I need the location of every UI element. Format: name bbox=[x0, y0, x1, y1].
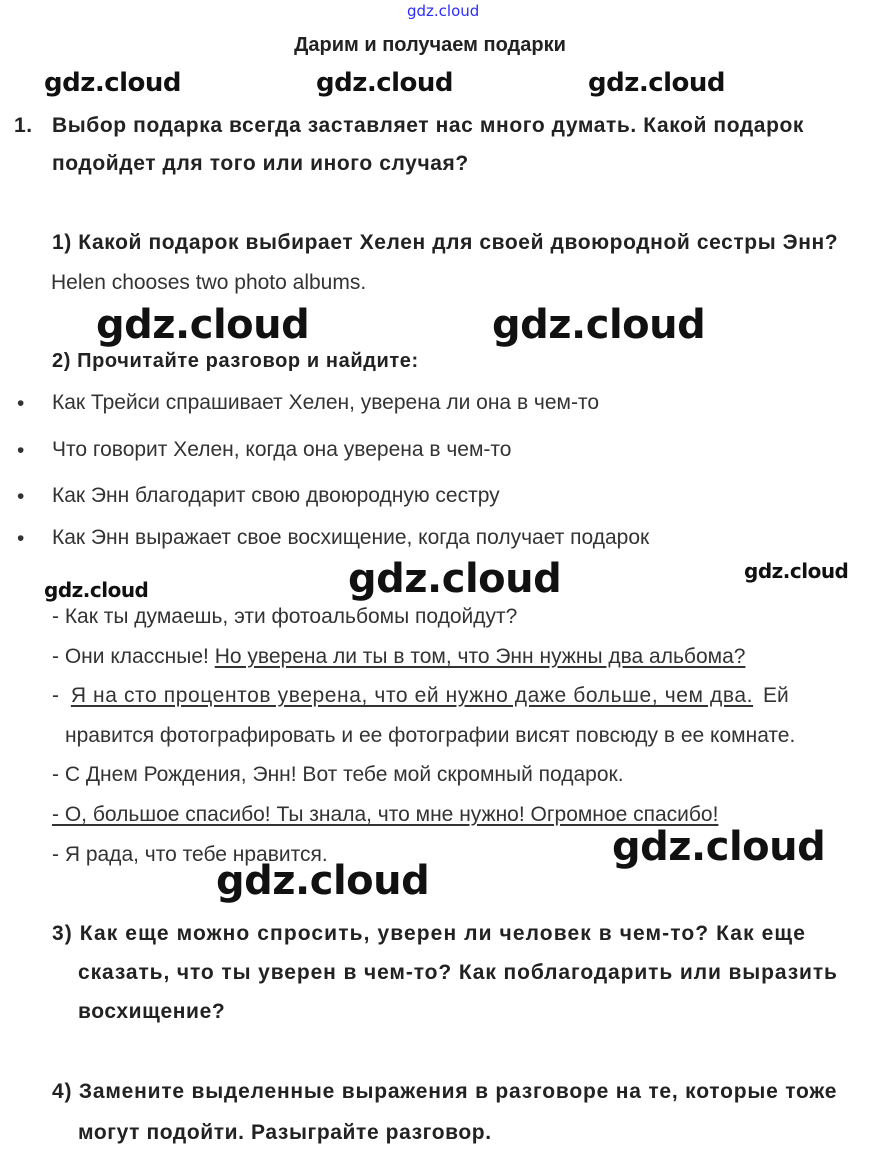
dialog-text: Ей bbox=[762, 684, 789, 707]
dialog-line: - Как ты думаешь, эти фотоальбомы подойдут? bbox=[52, 605, 518, 628]
answer-1: Helen chooses two photo albums. bbox=[51, 271, 367, 294]
highlighted-expression: Я на сто процентов уверена, что ей нужно даже больше, чем два. bbox=[70, 684, 754, 707]
highlighted-expression: - О, большое спасибо! Ты знала, что мне нужно! Огромное спасибо! bbox=[52, 803, 719, 826]
task-number: 1. bbox=[14, 114, 33, 137]
dialog-text: - Они классные! bbox=[52, 645, 215, 668]
bullet-icon: • bbox=[17, 527, 25, 550]
watermark: gdz.cloud bbox=[744, 559, 849, 583]
question-3-line1: 3) Как еще можно спросить, уверен ли человек в чем-то? Как еще bbox=[52, 922, 807, 945]
bullet-icon: • bbox=[17, 439, 25, 462]
bullet-item: Как Энн выражает свое восхищение, когда получает подарок bbox=[52, 526, 650, 549]
bullet-item: Как Трейси спрашивает Хелен, уверена ли она в чем-то bbox=[52, 391, 600, 414]
question-1: 1) Какой подарок выбирает Хелен для своей двоюродной сестры Энн? bbox=[52, 231, 839, 254]
dialog-line bbox=[52, 684, 789, 708]
dialog-line bbox=[52, 645, 745, 669]
watermark: gdz.cloud bbox=[348, 556, 562, 602]
highlighted-expression: Но уверена ли ты в том, что Энн нужны два альбома? bbox=[214, 645, 746, 668]
dialog-line: - Я рада, что тебе нравится. bbox=[52, 843, 328, 866]
question-3-line3: восхищение? bbox=[78, 1000, 226, 1023]
question-4-line1: 4) Замените выделенные выражения в разговоре на те, которые тоже bbox=[52, 1080, 838, 1103]
watermark: gdz.cloud bbox=[44, 578, 149, 602]
watermark: gdz.cloud bbox=[492, 302, 706, 348]
task-text-line1: Выбор подарка всегда заставляет нас много думать. Какой подарок bbox=[52, 114, 805, 137]
bullet-item: Как Энн благодарит свою двоюродную сестру bbox=[52, 484, 500, 507]
page-title: Дарим и получаем подарки bbox=[294, 34, 566, 56]
watermark: gdz.cloud bbox=[588, 68, 726, 98]
watermark: gdz.cloud bbox=[96, 302, 310, 348]
dialog-line-continued: нравится фотографировать и ее фотографии висят повсюду в ее комнате. bbox=[65, 724, 796, 747]
bullet-icon: • bbox=[17, 485, 25, 508]
dialog-line: - С Днем Рождения, Энн! Вот тебе мой скромный подарок. bbox=[52, 763, 624, 786]
watermark: gdz.cloud bbox=[612, 824, 826, 870]
watermark-top: gdz.cloud bbox=[407, 2, 480, 20]
watermark: gdz.cloud bbox=[316, 68, 454, 98]
watermark: gdz.cloud bbox=[216, 858, 430, 904]
bullet-item: Что говорит Хелен, когда она уверена в чем-то bbox=[52, 438, 512, 461]
bullet-icon: • bbox=[17, 392, 25, 415]
task-text-line2: подойдет для того или иного случая? bbox=[52, 152, 469, 175]
question-4-line2: могут подойти. Разыграйте разговор. bbox=[78, 1121, 492, 1144]
dialog-dash: - bbox=[52, 684, 59, 707]
watermark: gdz.cloud bbox=[44, 68, 182, 98]
question-2: 2) Прочитайте разговор и найдите: bbox=[52, 350, 419, 372]
question-3-line2: сказать, что ты уверен в чем-то? Как поблагодарить или выразить bbox=[78, 961, 838, 984]
